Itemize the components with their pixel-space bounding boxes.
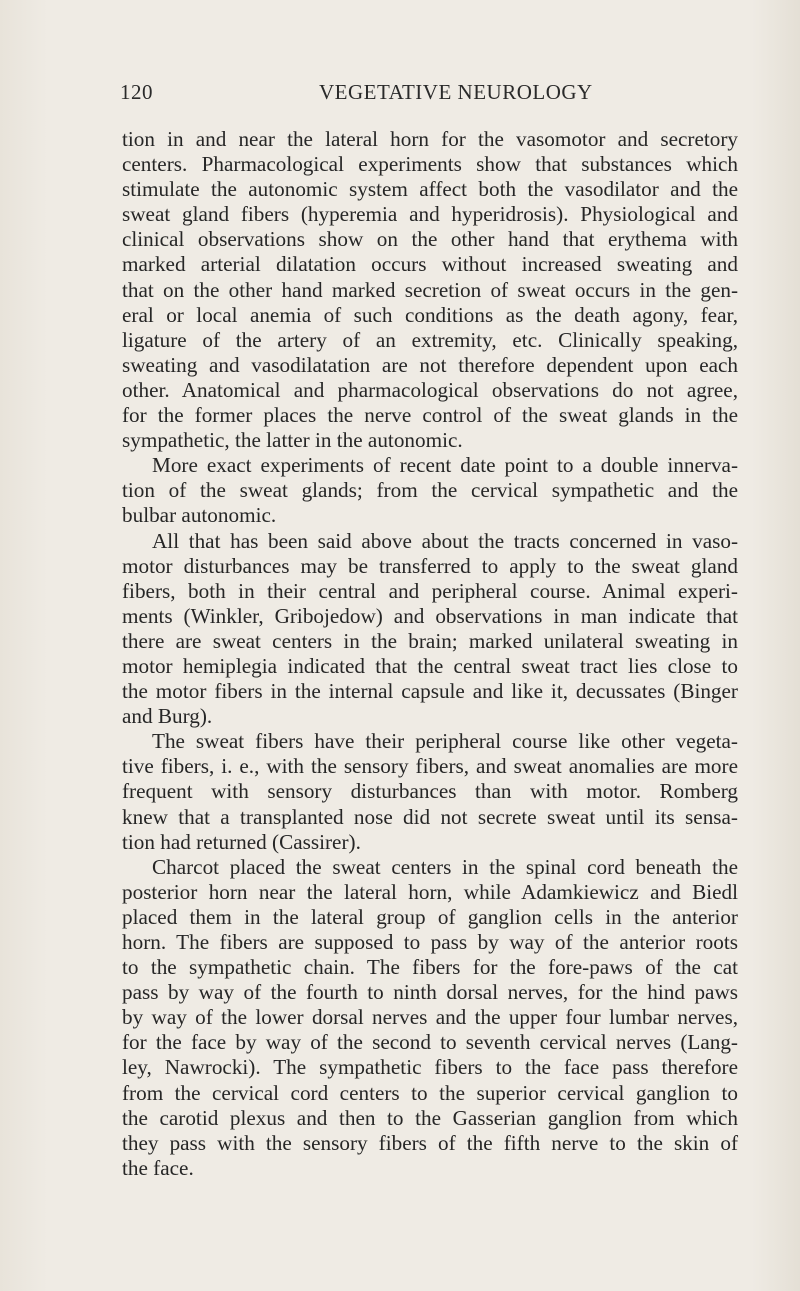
text-line: ments (Winkler, Gribojedow) and observations in man indicate that (122, 603, 738, 628)
paragraph (122, 855, 738, 1181)
text-line: marked arterial dilatation occurs without increased sweating and (122, 252, 738, 277)
text-line: tion had returned (Cassirer). (122, 829, 361, 854)
text-line: tion of the sweat glands; from the cervical sympathetic and the (122, 478, 738, 503)
text-line: All that has been said above about the tracts concerned in vaso- (152, 528, 738, 553)
text-line: for the face by way of the second to seventh cervical nerves (Lang- (122, 1030, 738, 1055)
text-line: horn. The fibers are supposed to pass by way of the anterior roots (122, 930, 738, 954)
text-line: More exact experiments of recent date point to a double innerva- (152, 453, 738, 478)
text-line: The sweat fibers have their peripheral course like other vegeta- (152, 729, 738, 754)
text-line: ligature of the artery of an extremity, etc. Clinically speaking, (122, 327, 738, 352)
text-line: sweat gland fibers (hyperemia and hyperidrosis). Physiological and (122, 202, 738, 227)
page-number: 120 (120, 80, 153, 104)
text-line: motor hemiplegia indicated that the central sweat tract lies close to (122, 653, 738, 678)
text-line: clinical observations show on the other hand that erythema with (122, 227, 738, 252)
text-line: eral or local anemia of such conditions as the death agony, fear, (122, 302, 738, 327)
text-line: ley, Nawrocki). The sympathetic fibers to the face pass therefore (122, 1055, 738, 1080)
paragraph (122, 453, 738, 528)
text-line: bulbar autonomic. (122, 503, 277, 528)
text-line: the carotid plexus and then to the Gasserian ganglion from which (122, 1105, 738, 1130)
text-line: sympathetic, the latter in the autonomic. (122, 428, 463, 453)
text-line: Charcot placed the sweat centers in the spinal cord beneath the (152, 854, 738, 879)
text-line: fibers, both in their central and peripheral course. Animal experi- (122, 578, 738, 603)
text-line: and Burg). (122, 704, 213, 729)
paragraph (122, 127, 738, 453)
text-line: motor disturbances may be transferred to apply to the sweat gland (122, 553, 738, 578)
text-line: the motor fibers in the internal capsule and like it, decussates (Binger (122, 679, 738, 704)
page-header (120, 80, 740, 110)
text-line: centers. Pharmacological experiments show that substances which (122, 152, 738, 177)
text-line: other. Anatomical and pharmacological observations do not agree, (122, 377, 738, 402)
text-line: pass by way of the fourth to ninth dorsal nerves, for the hind paws (122, 980, 738, 1005)
text-line: knew that a transplanted nose did not secrete sweat until its sensa- (122, 804, 738, 829)
text-line: to the sympathetic chain. The fibers for the fore-paws of the cat (122, 955, 738, 980)
text-line: tive fibers, i. e., with the sensory fibers, and sweat anomalies are more (122, 754, 738, 779)
text-line: sweating and vasodilatation are not therefore dependent upon each (122, 352, 738, 377)
paragraph (122, 529, 738, 730)
running-title: VEGETATIVE NEUROLOGY (319, 80, 593, 104)
text-line: placed them in the lateral group of ganglion cells in the anterior (122, 904, 738, 929)
text-line: that on the other hand marked secretion of sweat occurs in the gen- (122, 277, 738, 302)
body-text (122, 127, 738, 1181)
text-line: by way of the lower dorsal nerves and the upper four lumbar nerves, (122, 1005, 738, 1030)
text-line: frequent with sensory disturbances than with motor. Romberg (122, 779, 738, 804)
text-line: posterior horn near the lateral horn, while Adamkiewicz and Biedl (122, 879, 738, 904)
paragraph (122, 729, 738, 854)
text-line: they pass with the sensory fibers of the fifth nerve to the skin of (122, 1130, 738, 1155)
text-line: from the cervical cord centers to the superior cervical ganglion to (122, 1080, 738, 1105)
text-line: the face. (122, 1155, 194, 1180)
text-line: for the former places the nerve control of the sweat glands in the (122, 403, 738, 428)
text-line: stimulate the autonomic system affect both the vasodilator and the (122, 177, 738, 202)
text-line: there are sweat centers in the brain; marked unilateral sweating in (122, 628, 738, 653)
text-line: tion in and near the lateral horn for the vasomotor and secretory (122, 127, 738, 151)
